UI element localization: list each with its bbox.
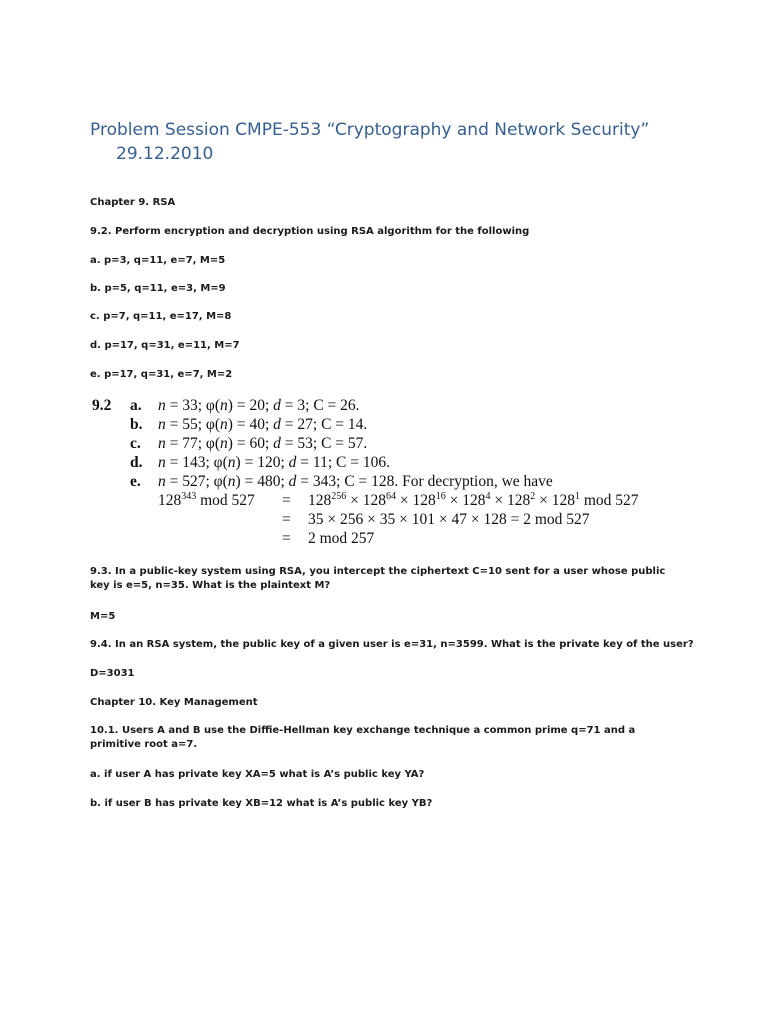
- chapter-10-heading: Chapter 10. Key Management: [90, 697, 258, 708]
- equals-sign: =: [282, 530, 291, 547]
- solution-line: n = 527; φ(n) = 480; d = 343; C = 128. For decryption, we have: [158, 473, 553, 490]
- question-9-2-item-e: e. p=17, q=31, e=7, M=2: [90, 369, 233, 380]
- question-9-2-item-a: a. p=3, q=11, e=7, M=5: [90, 255, 226, 266]
- question-10-1: 10.1. Users A and B use the Diffie-Hellman key exchange technique a common prime q=71 and a primitive root a=7.: [90, 725, 636, 750]
- equals-sign: =: [282, 492, 291, 509]
- question-10-1-b: b. if user B has private key XB=12 what is A’s public key YB?: [90, 798, 433, 809]
- title-line-1: Problem Session CMPE-553 “Cryptography and Network Security”: [90, 120, 650, 140]
- question-9-4: 9.4. In an RSA system, the public key of a given user is e=31, n=3599. What is the private key of the user?: [90, 639, 694, 650]
- title-date: 29.12.2010: [116, 144, 214, 164]
- answer-9-3: M=5: [90, 611, 116, 622]
- solution-number: 9.2: [92, 397, 112, 414]
- solution-line: n = 33; φ(n) = 20; d = 3; C = 26.: [158, 397, 360, 414]
- question-9-2-item-c: c. p=7, q=11, e=17, M=8: [90, 311, 232, 322]
- page-title: [90, 118, 649, 166]
- solution-letter: a.: [130, 397, 142, 414]
- solution-line: n = 77; φ(n) = 60; d = 53; C = 57.: [158, 435, 368, 452]
- question-9-2-item-d: d. p=17, q=31, e=11, M=7: [90, 340, 240, 351]
- equals-sign: =: [282, 511, 291, 528]
- solution-letter: e.: [130, 473, 141, 490]
- equation-left: $128^{343}$ mod 527: [158, 490, 255, 509]
- solution-letter: d.: [130, 454, 143, 471]
- chapter-9-heading: Chapter 9. RSA: [90, 197, 176, 208]
- solution-line: n = 143; φ(n) = 120; d = 11; C = 106.: [158, 454, 390, 471]
- solution-line: n = 55; φ(n) = 40; d = 27; C = 14.: [158, 416, 368, 433]
- question-9-2: 9.2. Perform encryption and decryption using RSA algorithm for the following: [90, 226, 530, 237]
- question-9-2-item-b: b. p=5, q=11, e=3, M=9: [90, 283, 226, 294]
- equation-right: 35 × 256 × 35 × 101 × 47 × 128 = 2 mod 527: [308, 511, 590, 528]
- question-10-1-a: a. if user A has private key XA=5 what is A’s public key YA?: [90, 769, 425, 780]
- question-9-3: 9.3. In a public-key system using RSA, you intercept the ciphertext C=10 sent for a user whose public key is e=5, n=35. What is the plaintext M?: [90, 566, 666, 591]
- answer-9-4: D=3031: [90, 668, 135, 679]
- equation-right: 2 mod 257: [308, 530, 375, 547]
- solution-letter: b.: [130, 416, 143, 433]
- equation-right: $128^{256} \times 128^{64} \times 128^{16} \times 128^4 \times 128^2 \times 128^1$ mod 527: [308, 490, 639, 509]
- solution-letter: c.: [130, 435, 141, 452]
